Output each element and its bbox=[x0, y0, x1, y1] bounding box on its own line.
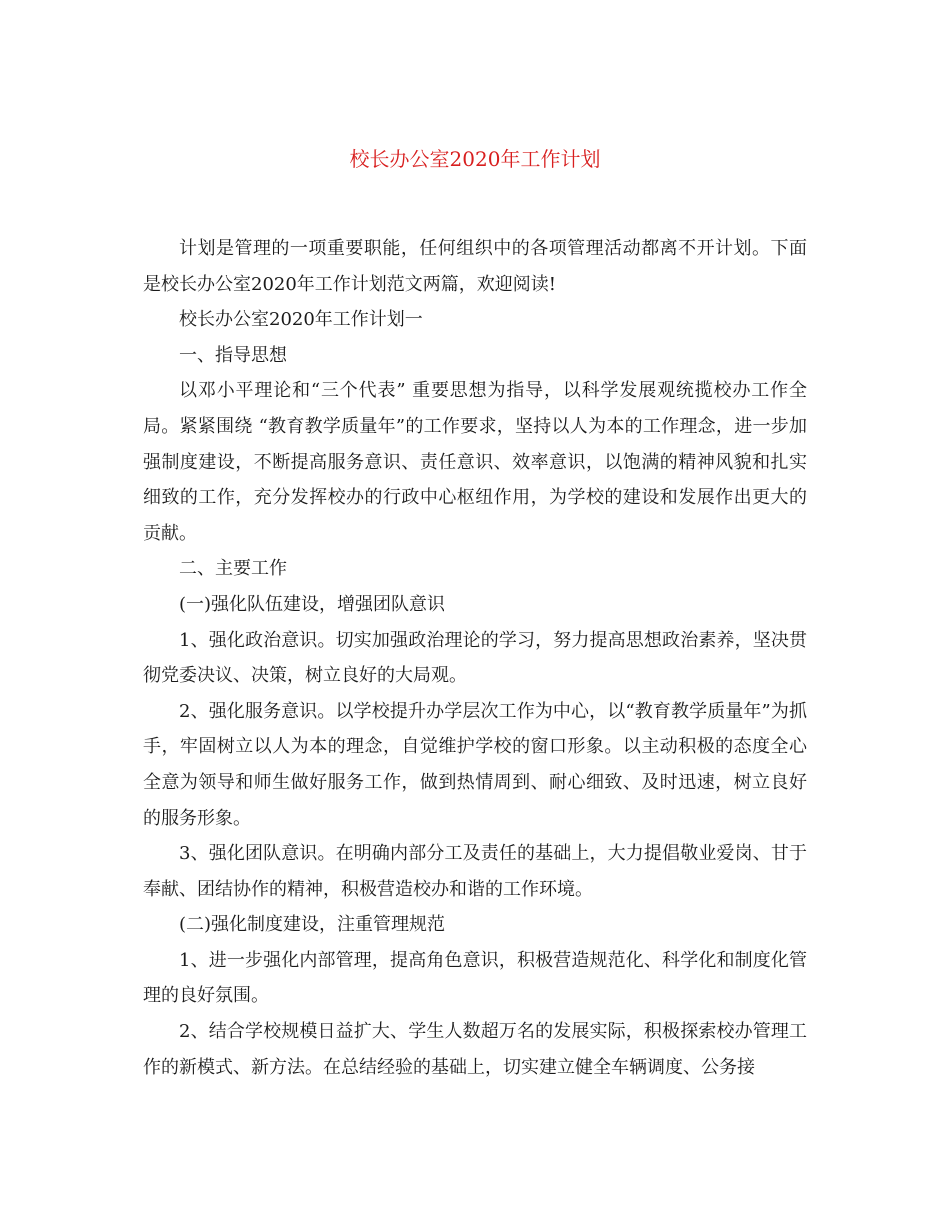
paragraph-subsection-2-heading: (二)强化制度建设，注重管理规范 bbox=[179, 914, 446, 936]
paragraph-item-team: 3、强化团队意识。在明确内部分工及责任的基础上，大力提倡敬业爱岗、甘于奉献、团结协作的精神，积极营造校办和谐的工作环境。 bbox=[143, 843, 807, 900]
paragraph-item-internal-management: 1、进一步强化内部管理，提高角色意识，积极营造规范化、科学化和制度化管理的良好氛围。 bbox=[143, 949, 807, 1007]
paragraph-section-2-heading: 二、主要工作 bbox=[179, 558, 287, 580]
paragraph-subsection-1-heading: (一)强化队伍建设，增强团队意识 bbox=[179, 593, 446, 615]
document-title: 校长办公室2020年工作计划 bbox=[349, 147, 601, 171]
document-body bbox=[143, 231, 807, 1085]
paragraph-guiding-ideology: 以邓小平理论和“三个代表” 重要思想为指导，以科学发展观统揽校办工作全局。紧紧围绕 “教育教学质量年”的工作要求，坚持以人为本的工作理念，进一步加强制度建设，不断提高服务意识、责任意识、效率意识，以饱满的精神风貌和扎实细致的工作，充分发挥校办的行政中心枢纽作用，为学校的建设和发展作出更大的贡献。 bbox=[143, 380, 807, 544]
paragraph-section-1-heading: 一、指导思想 bbox=[179, 344, 287, 366]
paragraph-item-new-methods: 2、结合学校规模日益扩大、学生人数超万名的发展实际，积极探索校办管理工作的新模式、新方法。在总结经验的基础上，切实建立健全车辆调度、公务接 bbox=[143, 1021, 807, 1078]
paragraph-plan-heading: 校长办公室2020年工作计划一 bbox=[179, 309, 423, 331]
paragraph-item-service: 2、强化服务意识。以学校提升办学层次工作为中心，以“教育教学质量年”为抓手，牢固树立以人为本的理念，自觉维护学校的窗口形象。以主动积极的态度全心全意为领导和师生做好服务工作，做到热情周到、耐心细致、及时迅速，树立良好的服务形象。 bbox=[143, 700, 807, 829]
paragraph-item-political: 1、强化政治意识。切实加强政治理论的学习，努力提高思想政治素养，坚决贯彻党委决议、决策，树立良好的大局观。 bbox=[143, 629, 807, 687]
paragraph-intro: 计划是管理的一项重要职能，任何组织中的各项管理活动都离不开计划。下面是校长办公室2020年工作计划范文两篇，欢迎阅读! bbox=[143, 238, 807, 295]
